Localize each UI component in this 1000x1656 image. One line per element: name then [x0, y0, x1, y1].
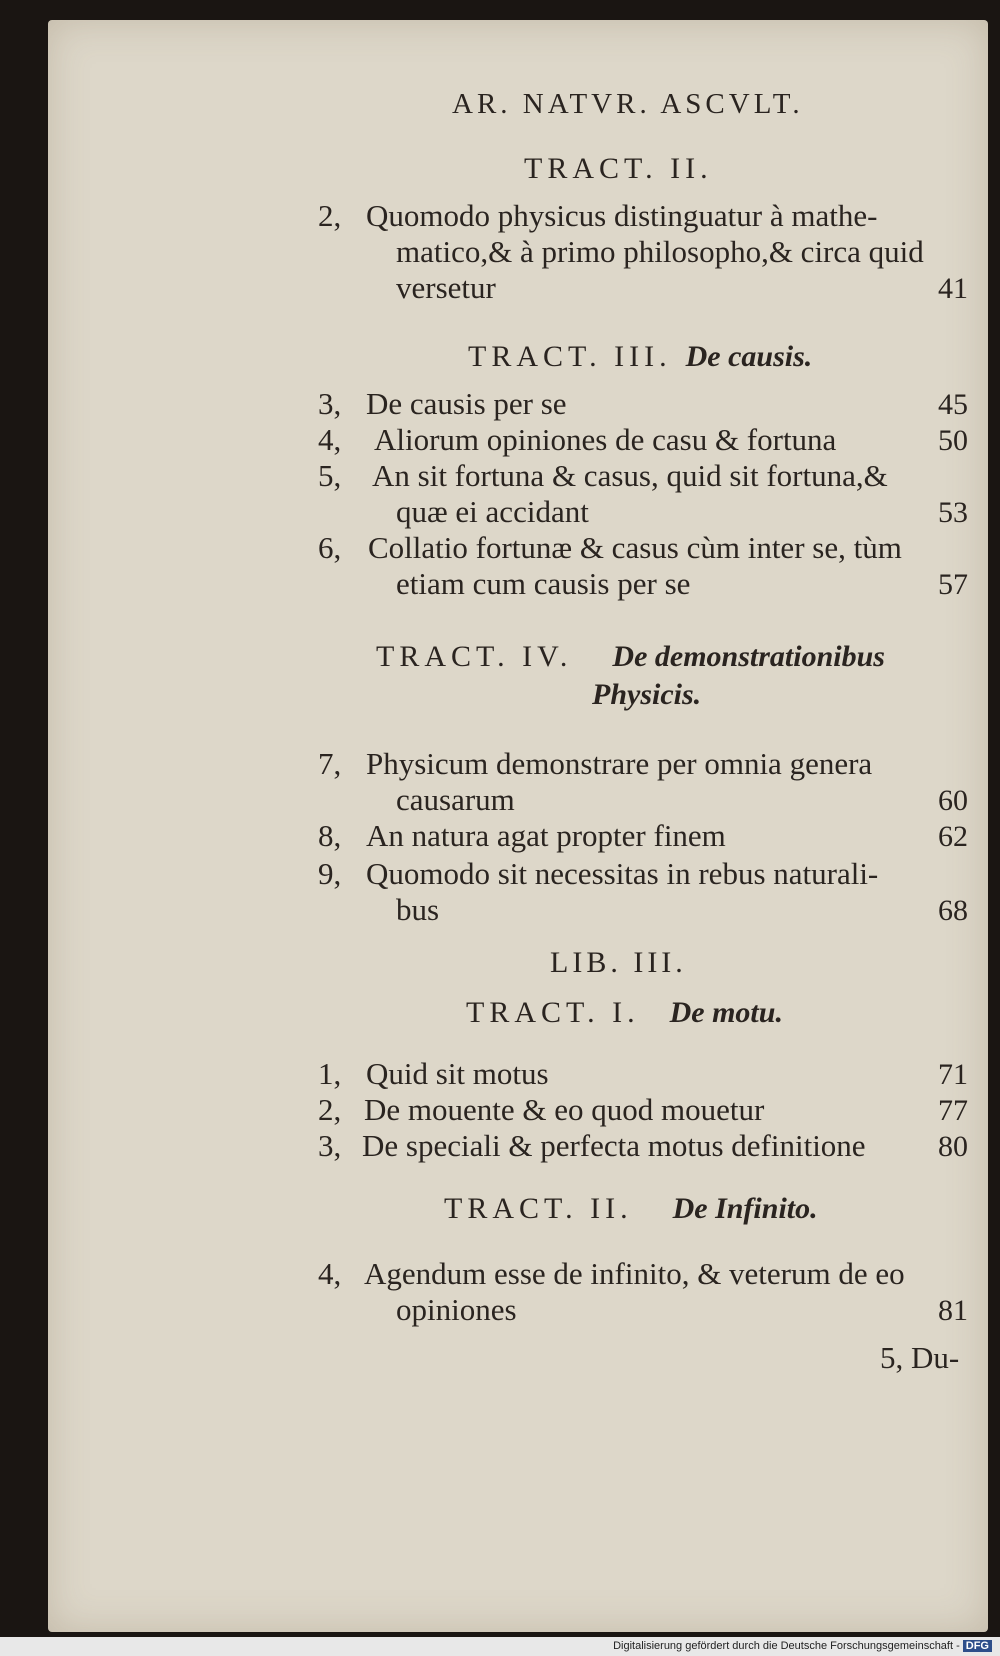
- digitization-footer: [0, 1637, 1000, 1656]
- lib3-title: LIB. III.: [550, 946, 687, 979]
- entry-line: quæ ei accidant: [396, 494, 589, 529]
- tract3-title: TRACT. III.: [468, 340, 672, 373]
- entry-page: 77: [938, 1094, 968, 1127]
- entry-line: Agendum esse de infinito, & veterum de eo: [364, 1256, 905, 1291]
- entry-page: 68: [938, 894, 968, 927]
- lib3-heading: [550, 946, 687, 980]
- entry-line: etiam cum causis per se: [396, 566, 691, 601]
- entry-number: 1,: [318, 1056, 342, 1091]
- entry-page: 45: [938, 388, 968, 421]
- entry-number: 2,: [318, 1092, 342, 1127]
- entry-line: An sit fortuna & casus, quid sit fortuna,&: [372, 458, 888, 493]
- lib3-tract2-subtitle: De Infinito.: [672, 1192, 818, 1225]
- entry-page: 60: [938, 784, 968, 817]
- entry-page: 62: [938, 820, 968, 853]
- entry-number: 4,: [318, 1256, 342, 1291]
- tract4-subtitle2: Physicis.: [592, 678, 702, 711]
- entry-line: bus: [396, 892, 440, 927]
- catchword: 5, Du-: [880, 1340, 960, 1375]
- lib3-tract1-subtitle: De motu.: [669, 996, 783, 1029]
- entry-line: Quomodo physicus distinguatur à mathe-: [366, 198, 878, 233]
- tract4-subtitle-line2: [592, 678, 701, 712]
- entry-line: Collatio fortunæ & casus cùm inter se, tùm: [368, 530, 902, 565]
- running-head: AR. NATVR. ASCVLT.: [452, 88, 804, 120]
- entry-line: De mouente & eo quod mouetur: [364, 1092, 765, 1127]
- entry-number: 9,: [318, 856, 342, 891]
- entry-number: 3,: [318, 1128, 342, 1163]
- entry-number: 6,: [318, 530, 342, 565]
- entry-number: 2,: [318, 198, 342, 233]
- tract4-heading: [376, 640, 885, 674]
- tract4-subtitle: De demonstrationibus: [612, 640, 885, 673]
- tract3-heading: [468, 340, 812, 374]
- lib3-tract1-heading: [466, 996, 783, 1030]
- tract3-subtitle: De causis.: [685, 340, 813, 373]
- lib3-tract2-heading: [444, 1192, 818, 1226]
- entry-number: 3,: [318, 386, 342, 421]
- entry-line: Quid sit motus: [366, 1056, 549, 1091]
- dfg-logo: DFG: [963, 1640, 992, 1652]
- entry-page: 57: [938, 568, 968, 601]
- tract2-title: TRACT. II.: [524, 152, 713, 185]
- entry-line: opiniones: [396, 1292, 517, 1327]
- entry-page: 81: [938, 1294, 968, 1327]
- tract4-title: TRACT. IV.: [376, 640, 573, 673]
- entry-page: 71: [938, 1058, 968, 1091]
- entry-page: 50: [938, 424, 968, 457]
- entry-line: Physicum demonstrare per omnia genera: [366, 746, 873, 781]
- entry-number: 4,: [318, 422, 342, 457]
- entry-line: An natura agat propter finem: [366, 818, 726, 853]
- footer-text: Digitalisierung gefördert durch die Deutsche Forschungsgemeinschaft -: [613, 1640, 960, 1652]
- entry-line: De speciali & perfecta motus definitione: [362, 1128, 866, 1163]
- entry-line: De causis per se: [366, 386, 567, 421]
- entry-line: causarum: [396, 782, 515, 817]
- entry-page: 41: [938, 272, 968, 305]
- entry-line: Aliorum opiniones de casu & fortuna: [374, 422, 837, 457]
- entry-page: 53: [938, 496, 968, 529]
- lib3-tract2-title: TRACT. II.: [444, 1192, 633, 1225]
- entry-line: matico,& à primo philosopho,& circa quid: [396, 234, 924, 269]
- entry-page: 80: [938, 1130, 968, 1163]
- entry-line: versetur: [396, 270, 496, 305]
- entry-line: Quomodo sit necessitas in rebus naturali-: [366, 856, 879, 891]
- lib3-tract1-title: TRACT. I.: [466, 996, 640, 1029]
- entry-number: 8,: [318, 818, 342, 853]
- tract2-heading: [524, 152, 713, 186]
- entry-number: 7,: [318, 746, 342, 781]
- entry-number: 5,: [318, 458, 342, 493]
